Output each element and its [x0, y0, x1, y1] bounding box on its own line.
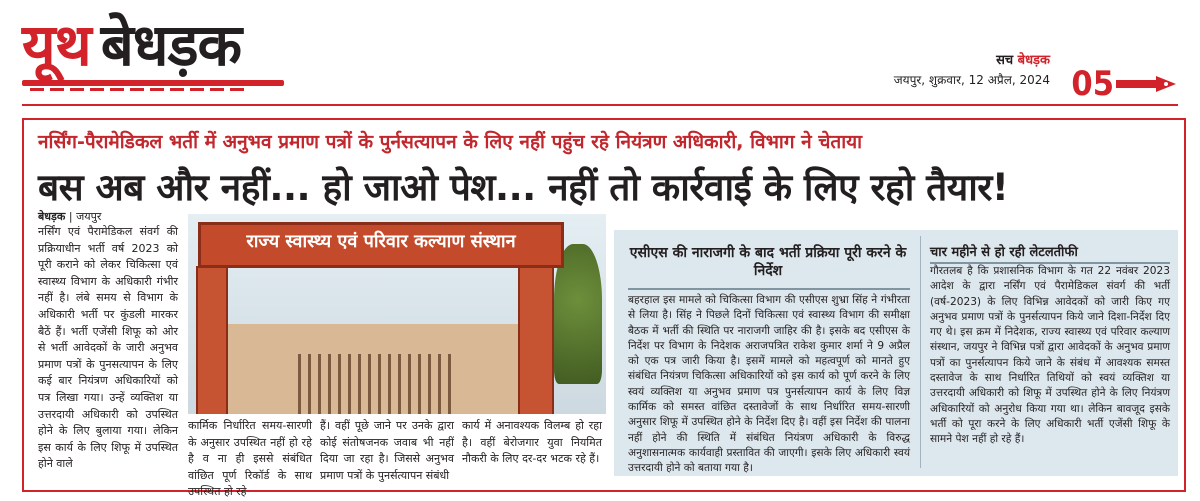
byline: बेधड़क | जयपुर [38, 210, 102, 223]
byline-city: जयपुर [76, 210, 102, 223]
article-headline: बस अब और नहीं... हो जाओ पेश... नहीं तो कार्रवाई के लिए रहो तैयार! [38, 166, 1009, 209]
logo-underline [22, 80, 284, 86]
article-kicker: नर्सिंग-पैरामेडिकल भर्ती में अनुभव प्रमाण पत्रों के पुर्नसत्यापन के लिए नहीं पहुंच रहे नियंत्रण अधिकारी, विभाग ने चेताया [38, 131, 863, 153]
newspaper-logo [22, 10, 241, 80]
logo-brush-stroke [30, 88, 250, 91]
article-column-1: नर्सिंग एवं पैरामेडिकल संवर्ग की प्रक्रियाधीन भर्ती वर्ष 2023 को पूरी कराने को लेकर चिकित्सा एवं स्वास्थ्य विभाग के अधिकारी गंभीर नहीं है। लंबे समय से विभाग के अधिकारी भर्ती पर कुंडली मारकर बैठें हैं। भर्ती एजेंसी शिफू को ओर से भर्ती आवेदकों के जारी अनुभव प्रमाण पत्रों के पुनसत्यापन के लिए कई बार नियंत्रण अधिकारियों को पत्र लिखा गया। उन्हें व्यक्तिश या उत्तरदायी अधिकारी को उपस्थित होने के लिए बुलाया गया। लेकिन इस कार्य के लिए शिफू में उपस्थित होने वाले [38, 225, 178, 471]
tagline-sach: सच [996, 53, 1018, 68]
dateline: जयपुर, शुक्रवार, 12 अप्रैल, 2024 [893, 73, 1050, 87]
masthead-rule [22, 104, 1178, 106]
tagline-bedhadak: बेधड़क [1017, 53, 1050, 68]
sidebar1-title-rule [628, 288, 910, 290]
article-column-3: हैं। वहीं पूछे जाने पर उनके द्वारा कोई संतोषजनक जवाब भी नहीं दिया जा रहा है। जिससे अनुभव प्रमाण पत्रों के पुनर्सत्यापन संबंधी [320, 419, 454, 482]
byline-source: बेधड़क [38, 210, 66, 223]
sidebar2-body: गौरतलब है कि प्रशासनिक विभाग के गत 22 नवंबर 2023 आदेश के द्वारा नर्सिंग एवं पैरामेडिकल संवर्ग की भर्ती (वर्ष-2023) के लिए विभिन्न आवेदकों को जारी किए गए अनुभव प्रमाण पत्रों के पुनर्सत्यापन किये जाने दिशा-निर्देश दिए गए थे। इस क्रम में निदेशक, राज्य स्वास्थ्य एवं परिवार कल्याण संस्थान, जयपुर ने विभिन्न पत्रों द्वारा आवेदकों के अनुभव प्रमाण पत्रों का पुनर्सत्यापन किये जाने के संबंध में आवश्यक समस्त दस्तावेज के साथ निर्धारित तिथियों को स्वयं व्यक्तिश या उत्तरदायी अधिकारी को शिफू में उपस्थित होने के लिए नियंत्रण अधिकारियों को अनुरोध किया गया था। लेकिन बावजूद इसके भर्ती को पूरा करने के लिए अधिकारी भर्ती एजेंसी शिफू के सामने पेश नहीं हो रहे हैं। [930, 265, 1170, 446]
photo-gate [298, 354, 458, 414]
tagline [996, 50, 1050, 68]
article-column-2: कार्मिक निर्धारित समय-सारणी के अनुसार उपस्थित नहीं हो रहे है व ना ही इससे संबंधित वांछित पूर्ण रिकॉर्ड के साथ उपस्थित हो रहे [188, 419, 312, 499]
article-column-4: कार्य में अनावश्यक विलम्ब हो रहा है। वहीं बेरोजगार युवा नियमित नौकरी के लिए दर-दर भटक रहे हैं। [462, 419, 602, 466]
logo-part-youth: यूथ [22, 11, 91, 79]
photo-pillar-right [518, 266, 554, 414]
masthead [0, 0, 1200, 112]
sidebar1-body: बहरहाल इस मामले को चिकित्सा विभाग की एसीएस शुभ्रा सिंह ने गंभीरता से लिया है। सिंह ने पिछले दिनों चिकित्सा एवं स्वास्थ्य विभाग की समीक्षा बैठक में भर्ती की स्थिति पर नाराजगी जाहिर की है। इसके बद एसीएस के निर्देश पर विभाग के निदेशक अराजपत्रित राकेश कुमार शर्मा ने 9 अप्रैल को एक पत्र जारी किया है। इसमें मामले को महत्वपूर्ण को मानते हुए संबंधित नियंत्रण चिकित्सा अधिकारियों को इस कार्य को पूर्ण करने के लिए स्वयं व्यक्तिश या अनुभव प्रमाण पत्र पुनर्सत्यापन कार्य के लिए विज्ञ कार्मिक को समस्त वांछित दस्तावेजों के साथ निर्धारित समय-सारणी अनुसार शिफू में उपस्थित होने के निर्देश दिए है। वहीं इस निर्देश की पालना नहीं होने की स्थिति में संबंधित नियंत्रण अधिकारी के विरुद्ध अनुशासनात्मक कार्यवाही प्रस्तावित की जाएगी। इसके लिए अधिकारी स्वयं उत्तरदायी होने को बताया गया है। [628, 294, 910, 475]
sidebar-divider [920, 236, 921, 468]
photo-sign-text: राज्य स्वास्थ्य एवं परिवार कल्याण संस्थान [246, 231, 516, 252]
photo-arch-sign [198, 222, 564, 268]
article-photo [188, 214, 606, 414]
page-number: 05 [1071, 64, 1114, 104]
sidebar1-title: एसीएस की नाराजगी के बाद भर्ती प्रक्रिया पूरी करने के निर्देश [629, 245, 907, 279]
sidebar2-title: चार महीने से हो रही लेटलतीफी [930, 245, 1078, 260]
photo-pillar-left [196, 266, 228, 414]
logo-part-bedhadak: बेधड़क [100, 11, 242, 79]
pen-nib-icon [1116, 70, 1178, 98]
